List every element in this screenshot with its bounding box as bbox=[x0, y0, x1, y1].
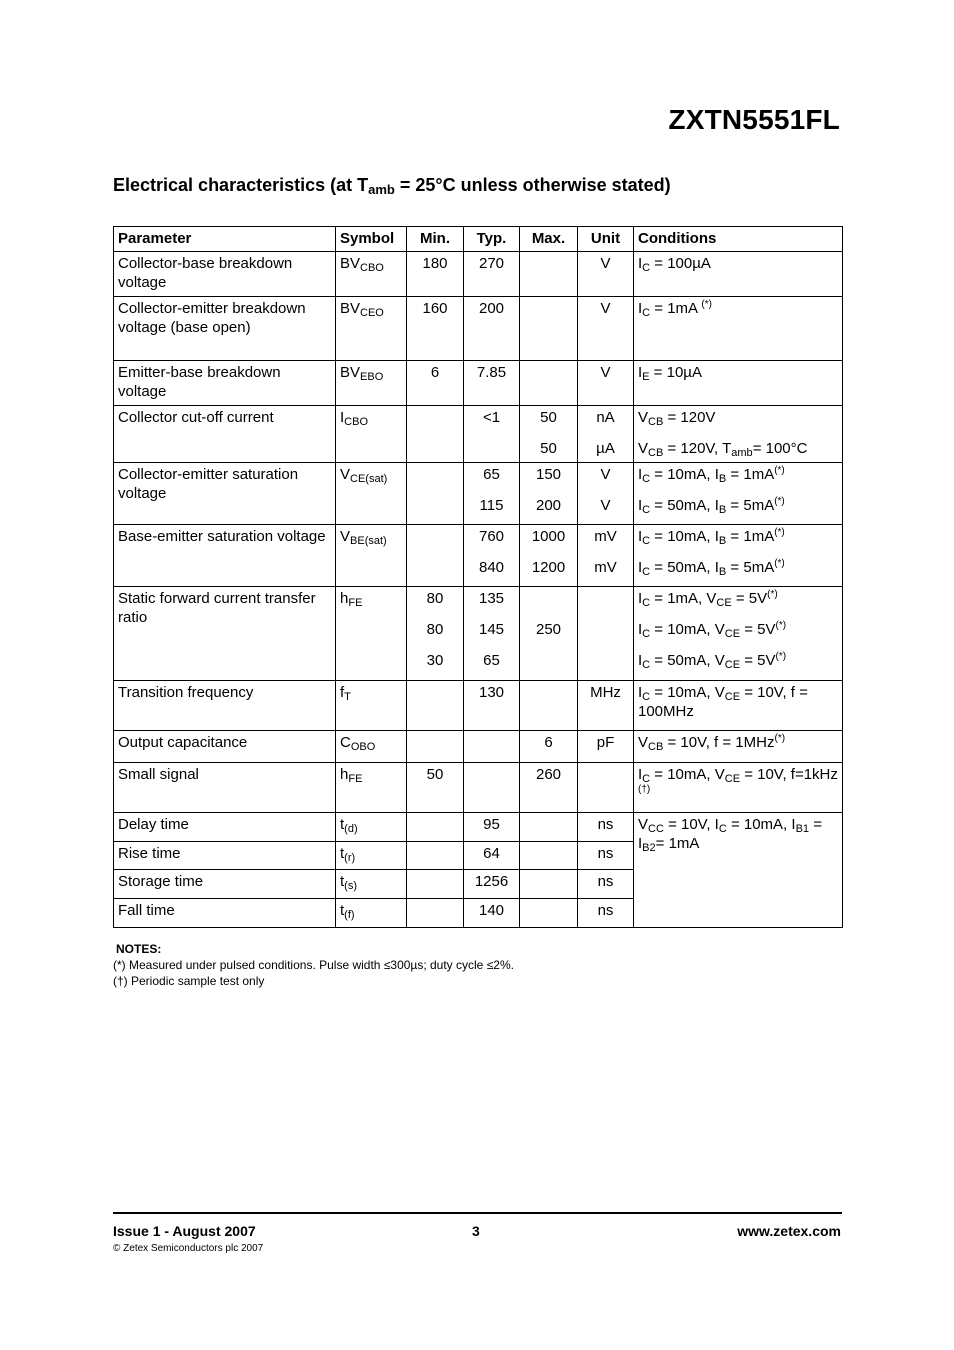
electrical-characteristics-table bbox=[113, 226, 843, 928]
cell-max bbox=[520, 842, 578, 870]
cell-max bbox=[520, 587, 578, 681]
cell-value: V bbox=[600, 497, 611, 514]
cell-max bbox=[520, 406, 578, 463]
cell-typ bbox=[464, 463, 520, 525]
symbol-subscript: (s) bbox=[344, 880, 357, 892]
cell-conditions bbox=[634, 525, 843, 587]
cell-max bbox=[520, 525, 578, 587]
cell-unit bbox=[578, 361, 634, 406]
page-number: 3 bbox=[472, 1223, 480, 1239]
symbol-main: h bbox=[340, 590, 349, 607]
symbol-main: t bbox=[340, 816, 345, 833]
cell-value: µA bbox=[596, 440, 615, 457]
cell-unit bbox=[578, 899, 634, 928]
cell-parameter: Collector-base breakdown voltage bbox=[114, 252, 336, 297]
cell-min bbox=[407, 297, 464, 361]
cell-min bbox=[407, 899, 464, 928]
cell-value: 260 bbox=[535, 766, 562, 783]
cell-conditions bbox=[634, 731, 843, 763]
cell-symbol bbox=[336, 813, 407, 842]
cell-unit bbox=[578, 763, 634, 813]
cell-typ bbox=[464, 252, 520, 297]
cell-parameter: Rise time bbox=[114, 842, 336, 870]
cell-value: 180 bbox=[422, 255, 448, 272]
cell-value: 1200 bbox=[531, 559, 566, 576]
cell-value: ns bbox=[597, 873, 614, 890]
table-row bbox=[114, 763, 843, 813]
cell-unit bbox=[578, 587, 634, 681]
cell-symbol bbox=[336, 870, 407, 899]
symbol-main: t bbox=[340, 845, 345, 862]
cell-conditions bbox=[634, 252, 843, 297]
condition-text: $V_{CB} = 10V$, f = 1MHz(*) bbox=[638, 733, 786, 753]
cell-typ bbox=[464, 763, 520, 813]
condition-text: $V_{CB} = 120V$, $T_{amb}= 100^\circ C$ bbox=[638, 440, 808, 459]
cell-typ bbox=[464, 297, 520, 361]
cell-conditions bbox=[634, 297, 843, 361]
cell-unit bbox=[578, 463, 634, 525]
cell-max bbox=[520, 813, 578, 842]
cell-min bbox=[407, 406, 464, 463]
symbol-subscript: CBO bbox=[344, 416, 369, 428]
cell-max bbox=[520, 731, 578, 763]
cell-max bbox=[520, 681, 578, 731]
condition-text: $I_C = 10mA$, $V_{CE} = 10V$, f = 100MHz bbox=[638, 684, 808, 720]
footer-website: www.zetex.com bbox=[737, 1223, 841, 1239]
condition-text: $I_C = 50mA$, $I_B = 5mA^{(*)}$ bbox=[638, 496, 785, 516]
condition-text: $I_C = 1mA$, $V_{CE} = 5V^{(*)}$ bbox=[638, 589, 778, 609]
cell-parameter: Small signal bbox=[114, 763, 336, 813]
cell-symbol bbox=[336, 361, 407, 406]
table-row bbox=[114, 252, 843, 297]
cell-max bbox=[520, 297, 578, 361]
cell-typ bbox=[464, 813, 520, 842]
cell-value: 80 bbox=[426, 621, 444, 638]
cell-value: 6 bbox=[430, 364, 440, 381]
cell-value: 1256 bbox=[474, 873, 509, 890]
footer-issue: Issue 1 - August 2007 bbox=[113, 1223, 256, 1239]
cell-symbol bbox=[336, 297, 407, 361]
cell-parameter: Storage time bbox=[114, 870, 336, 899]
cell-value: <1 bbox=[482, 409, 501, 426]
symbol-main: V bbox=[340, 528, 351, 545]
cell-min bbox=[407, 870, 464, 899]
cell-value: pF bbox=[596, 734, 615, 751]
section-title bbox=[113, 175, 671, 196]
cell-min bbox=[407, 525, 464, 587]
cell-symbol bbox=[336, 406, 407, 463]
cell-value: 65 bbox=[483, 466, 500, 483]
cell-unit bbox=[578, 252, 634, 297]
cell-value: 760 bbox=[478, 528, 505, 545]
table-row bbox=[114, 525, 843, 587]
cell-value bbox=[524, 651, 573, 670]
condition-text: $I_C = 50mA$, $V_{CE} = 5V^{(*)}$ bbox=[638, 651, 787, 671]
cell-parameter: Transition frequency bbox=[114, 681, 336, 731]
symbol-main: BV bbox=[340, 364, 361, 381]
symbol-subscript: OBO bbox=[350, 741, 376, 753]
cell-unit bbox=[578, 406, 634, 463]
cell-value: 50 bbox=[426, 766, 444, 783]
cell-value: 840 bbox=[478, 559, 505, 576]
table-row bbox=[114, 463, 843, 525]
cell-symbol bbox=[336, 587, 407, 681]
cell-parameter: Emitter-base breakdown voltage bbox=[114, 361, 336, 406]
cell-symbol bbox=[336, 681, 407, 731]
symbol-subscript: (d) bbox=[344, 823, 358, 835]
header-conditions: Conditions bbox=[634, 227, 843, 252]
title-post: = 25°C unless otherwise stated) bbox=[394, 175, 671, 195]
symbol-main: t bbox=[340, 902, 345, 919]
cell-symbol bbox=[336, 463, 407, 525]
cell-parameter: Delay time bbox=[114, 813, 336, 842]
cell-value: 80 bbox=[426, 590, 444, 607]
cell-max bbox=[520, 763, 578, 813]
cell-value: mV bbox=[594, 559, 617, 576]
header-parameter: Parameter bbox=[114, 227, 336, 252]
notes bbox=[113, 941, 514, 989]
cell-value: mV bbox=[594, 528, 617, 545]
cell-unit bbox=[578, 813, 634, 842]
cell-max bbox=[520, 899, 578, 928]
header-min: Min. bbox=[407, 227, 464, 252]
cell-value: 145 bbox=[478, 621, 505, 638]
cell-unit bbox=[578, 297, 634, 361]
cell-symbol bbox=[336, 842, 407, 870]
table-body bbox=[114, 252, 843, 928]
cell-min bbox=[407, 361, 464, 406]
symbol-main: BV bbox=[340, 300, 361, 317]
symbol-subscript: (f) bbox=[344, 909, 355, 921]
condition-text: $I_C = 1mA$ (*) bbox=[638, 299, 712, 319]
symbol-subscript: CBO bbox=[360, 262, 384, 274]
cell-value: 135 bbox=[478, 590, 505, 607]
cell-typ bbox=[464, 525, 520, 587]
cell-parameter: Base-emitter saturation voltage bbox=[114, 525, 336, 587]
cell-value: 150 bbox=[535, 466, 562, 483]
symbol-main: h bbox=[340, 766, 349, 783]
table-row bbox=[114, 361, 843, 406]
cell-unit bbox=[578, 681, 634, 731]
cell-max bbox=[520, 252, 578, 297]
cell-typ bbox=[464, 406, 520, 463]
cell-value: 30 bbox=[426, 652, 444, 669]
cell-typ bbox=[464, 731, 520, 763]
cell-min bbox=[407, 842, 464, 870]
footer-divider bbox=[113, 1212, 842, 1214]
condition-text: $I_C = 10mA$, $V_{CE} = 5V^{(*)}$ bbox=[638, 620, 787, 640]
symbol-subscript: T bbox=[344, 691, 351, 703]
note-sample: (†) Periodic sample test only bbox=[113, 974, 265, 988]
cell-value: 270 bbox=[478, 255, 505, 272]
notes-heading: NOTES: bbox=[116, 942, 162, 956]
cell-value: 200 bbox=[478, 300, 505, 317]
cell-typ bbox=[464, 842, 520, 870]
symbol-subscript: CE(sat) bbox=[350, 473, 388, 485]
cell-value: MHz bbox=[590, 684, 621, 701]
symbol-main: f bbox=[340, 684, 345, 701]
cell-symbol bbox=[336, 899, 407, 928]
part-number: ZXTN5551FL bbox=[668, 104, 840, 135]
cell-typ bbox=[464, 899, 520, 928]
cell-typ bbox=[464, 870, 520, 899]
cell-parameter: Collector-emitter breakdown voltage (base open) bbox=[114, 297, 336, 361]
cell-conditions bbox=[634, 463, 843, 525]
cell-unit bbox=[578, 870, 634, 899]
condition-text: $I_C = 10mA$, $I_B = 1mA^{(*)}$ bbox=[638, 527, 785, 547]
cell-value: 200 bbox=[535, 497, 562, 514]
cell-value: 6 bbox=[544, 734, 553, 751]
symbol-main: BV bbox=[340, 255, 361, 272]
cell-value: V bbox=[600, 364, 611, 381]
condition-text: $I_E = 10\mu A$ bbox=[638, 364, 702, 383]
symbol-subscript: BE(sat) bbox=[350, 535, 387, 547]
cell-value: ns bbox=[597, 902, 614, 919]
table-row bbox=[114, 587, 843, 681]
cell-unit bbox=[578, 842, 634, 870]
cell-value: 140 bbox=[478, 902, 505, 919]
cell-conditions bbox=[634, 406, 843, 463]
cell-min bbox=[407, 813, 464, 842]
condition-text: $I_C = 10mA$, $I_B = 1mA^{(*)}$ bbox=[638, 465, 785, 485]
cell-typ bbox=[464, 681, 520, 731]
cell-min bbox=[407, 252, 464, 297]
cell-value: 130 bbox=[478, 684, 505, 701]
cell-value: 1000 bbox=[531, 528, 566, 545]
header-unit: Unit bbox=[578, 227, 634, 252]
cell-value: V bbox=[600, 255, 611, 272]
cell-value: nA bbox=[596, 409, 615, 426]
cell-conditions bbox=[634, 587, 843, 681]
cell-value: ns bbox=[597, 816, 614, 833]
cell-value: 50 bbox=[540, 409, 557, 426]
cell-conditions bbox=[634, 813, 843, 928]
symbol-subscript: EBO bbox=[360, 371, 384, 383]
cell-value: 115 bbox=[479, 497, 504, 514]
condition-text: $I_C = 100\mu A$ bbox=[638, 255, 711, 274]
cell-value: ns bbox=[597, 845, 614, 862]
cell-unit bbox=[578, 525, 634, 587]
cell-value: 95 bbox=[483, 816, 500, 833]
cell-min bbox=[407, 463, 464, 525]
header-symbol: Symbol bbox=[336, 227, 407, 252]
table-row bbox=[114, 731, 843, 763]
symbol-subscript: (r) bbox=[344, 852, 356, 864]
title-pre: Electrical characteristics (at T bbox=[113, 175, 369, 195]
condition-text: $V_{CB} = 120V$ bbox=[638, 409, 716, 428]
cell-parameter: Collector-emitter saturation voltage bbox=[114, 463, 336, 525]
cell-value: 7.85 bbox=[476, 364, 507, 381]
title-sub: amb bbox=[368, 182, 395, 197]
condition-text: $I_C = 50mA$, $I_B = 5mA^{(*)}$ bbox=[638, 558, 785, 578]
cell-parameter: Static forward current transfer ratio bbox=[114, 587, 336, 681]
symbol-subscript: FE bbox=[348, 773, 363, 785]
cell-min bbox=[407, 731, 464, 763]
cell-symbol bbox=[336, 731, 407, 763]
symbol-main: C bbox=[340, 734, 351, 751]
symbol-main: V bbox=[340, 466, 351, 483]
cell-value: 160 bbox=[422, 300, 448, 317]
cell-value bbox=[524, 589, 573, 608]
cell-value: V bbox=[600, 466, 611, 483]
cell-value: 64 bbox=[483, 845, 500, 862]
cell-symbol bbox=[336, 525, 407, 587]
table-row bbox=[114, 813, 843, 842]
symbol-subscript: FE bbox=[348, 597, 363, 609]
note-pulsed: (*) Measured under pulsed conditions. Pulse width ≤300µs; duty cycle ≤2%. bbox=[113, 958, 514, 972]
cell-value: 65 bbox=[483, 652, 500, 669]
cell-value: 50 bbox=[540, 440, 557, 457]
cell-unit bbox=[578, 731, 634, 763]
symbol-subscript: CEO bbox=[360, 307, 384, 319]
cell-min bbox=[407, 763, 464, 813]
cell-parameter: Fall time bbox=[114, 899, 336, 928]
cell-typ bbox=[464, 587, 520, 681]
table-row bbox=[114, 681, 843, 731]
cell-min bbox=[407, 681, 464, 731]
cell-parameter: Output capacitance bbox=[114, 731, 336, 763]
cell-symbol bbox=[336, 252, 407, 297]
footer-copyright: © Zetex Semiconductors plc 2007 bbox=[113, 1243, 264, 1254]
table-header-row bbox=[114, 227, 843, 252]
condition-text: $V_{CC} = 10V$, $I_C = 10mA$, $I_{B1} = I_{B2}= 1mA$ bbox=[638, 816, 822, 854]
cell-max bbox=[520, 463, 578, 525]
cell-conditions bbox=[634, 763, 843, 813]
cell-value: 250 bbox=[535, 621, 562, 638]
cell-symbol bbox=[336, 763, 407, 813]
table-row bbox=[114, 297, 843, 361]
condition-text: $I_C = 10mA$, $V_{CE} = 10V$, f=1kHz (†) bbox=[638, 766, 838, 795]
cell-typ bbox=[464, 361, 520, 406]
symbol-main: t bbox=[340, 873, 345, 890]
header-typ: Typ. bbox=[464, 227, 520, 252]
cell-max bbox=[520, 870, 578, 899]
cell-min bbox=[407, 587, 464, 681]
table-row bbox=[114, 406, 843, 463]
cell-conditions bbox=[634, 681, 843, 731]
cell-value: V bbox=[600, 300, 611, 317]
cell-max bbox=[520, 361, 578, 406]
cell-conditions bbox=[634, 361, 843, 406]
header-max: Max. bbox=[520, 227, 578, 252]
cell-parameter: Collector cut-off current bbox=[114, 406, 336, 463]
symbol-main: I bbox=[340, 409, 345, 426]
